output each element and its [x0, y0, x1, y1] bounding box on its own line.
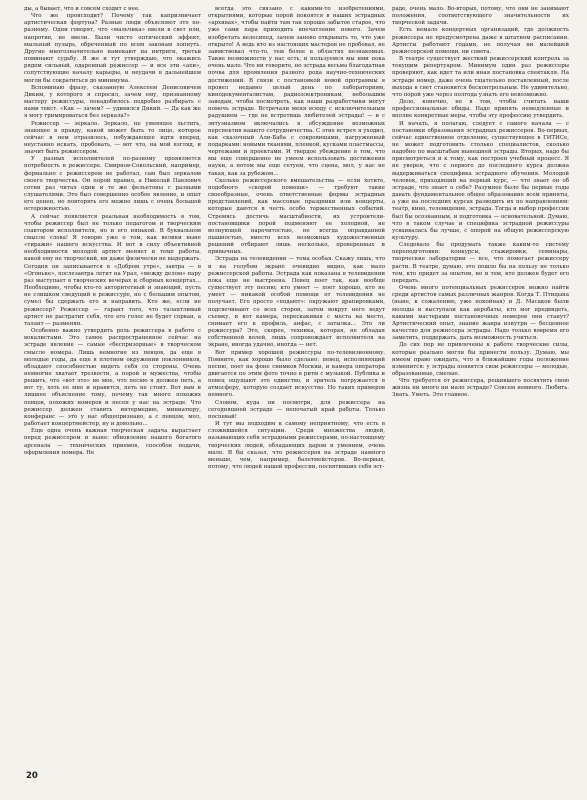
- paragraph: Дело, конечно, не в том, чтобы считать наши профессиональные обиды. Надо принять немедленные и вполне конкретные меры, чтобы эту профессию утвердить.: [392, 99, 569, 120]
- paragraph: В театре существует жесткий режиссерский контроль за текущим репертуаром. Минимум один раз режиссеры проверяют, как идет та или иная постановка спектакля. На эстраде номер, даже очень тщательно поставленный, после выхода в свет становится бесконтрольным. Не удивительно, что порой уже через полгода узнать его невозможно.: [392, 56, 569, 98]
- paragraph: ды, а бывает, что и совсем сходит с нее.: [24, 6, 140, 12]
- paragraph: И тут мы подходим к самому неприятному, что есть в сложившейся ситуации. Среди множества людей, называющих себя эстрадными режиссерами, по-настоящему творческих людей, обладающих даром и умением, очень мало. Я бы сказал, что режиссеров на эстраде намного меньше, чем, например, балетмейстеров. Во-первых, потому, что людей нашей профессии, посвятивших себя эст-: [208, 421, 385, 470]
- paragraph: Что требуется от режиссера, решившего посвятить свою жизнь ни много ни мало эстраде? Совсем немного. Любить. Знать. Уметь. Это главное.: [392, 378, 569, 399]
- paragraph: А сейчас появляется реальная необходимость в том, чтобы режиссер был не только педагогом и творческим соавтором исполнителя, но и его нянькой. В буквальном смысле слова! Я говорю уже о том, как велики ныне «тиражи» нашего искусства. И вот в силу объективной необходимости молодой артист меняет и темп работы, какой ему не творческий, ни даже физически не выдержать. Сегодня он записывается в «Добром утре», завтра — в «Огоньке», послезавтра летит на Урал, «между делом» пару раз выступает в творческих вечерах и сборных концертах… Необходимо, чтобы кто-то авторитетный и знающий, пусть не слишком сведущий в режиссуре, но с большим опытом, сумел бы сдержать его и направить. Кто же, если не режиссер? Режиссер — гарант того, что талантливый артист не растратит себя, что его голос не будет сорван, а талант — разменян.: [24, 213, 201, 327]
- paragraph: Эстрада на телевидении — тема особая. Скажу лишь, что и на голубом экране очевидно видно, как мало режиссерской работы. Эстрада как показана в телевидении пока еще не выстроена. Певец поет так, как вообще существует эту песню; кто умеет — поет хорошо, кто не умеет — никакой особой помощи от телевидения не получает. Его просто «подают»: окружают драпировками, подсвечивают со всех сторон, затем вокруг него ведут съемку, и вот камера, перескакивая с места на место, снимает его в профиль, анфас, с затылка… Это ли режиссура? Это, скорее, техника, которая, не обладая собственной волей, лишь сопровождает исполнителя на экране, иногда удачно, иногда — нет.: [208, 256, 385, 349]
- paragraph: Особенно важно утвердить роль режиссера в работе с вокалистами. Это самое распространенное сейчас на эстраде явление — самые «беспризорные» в творческом смысле номера. Лишь немногие из певцов, да еще в молодые годы, да еще в плотном окружении поклонников, обладают способностью видеть себя со стороны. Очень немногие хватает трезвости, а порой и мужества, чтобы решить, что «вот это» не мое, что песню я должен петь, а вот ту, хоть ее мне и нравится, петь не стоит. Вот вам и лишнее объяснение тому, почему так много похожих певцов, похожих номеров и песен у нас на эстраде. Что режиссер должен ставить интермедию, миниатюру, конферанс — это у нас общепризнано, а с певцом, мол, работает концертмейстер, ну и довольно…: [24, 328, 201, 428]
- text-column-1: [24, 6, 201, 760]
- paragraph: всегда это связано с какими-то изобретениями, открытиями, которые порой покоятся в наших эстрадных «архивах», чтобы найти там так хорошо забытое старое, что уже сами пара приходить впечатление нового. Зачем изобретать велосипед, зачем заново открывать то, что уже открыто! А ведь кто из настоящих мастеров не пробовал, не заимствовал что-то, тем более в областях незнакомых. Такие возможности у нас есть, и пользуемся мы ими пока очень мало. Что ни говорите, но эстрада весьма благодатная почва для проявления разного рода научно-технических достижений. В связи с постановкой новой программы я провел недавно целый день по лабораториям, кинодокументалистам, радиоэлектроникам, небольшим заводам, чтобы посмотреть, как наши разработчики могут помочь эстраде. Встречали меня всюду с исключительным радушием — где не встретишь любителей эстрады! — и с энтузиазмом включались в обсуждение возможных перспектив нашего сотрудничества. С этих встреч я уходил, как сказочный Али-Баба с сокровищами, нагруженный подарками: новыми тканями, пленкой, кусками пластмассы, чертежами и проектами. И твердое убеждение в том, что мы еще совершенно не умеем использовать достижения науки, а потом мы еще сетуем, что сцена, мол, у нас не такая, как за рубежом…: [208, 6, 385, 177]
- text-column-2: [208, 6, 385, 760]
- paragraph: Режиссер — зеркало. Зеркало, не умеющее льстить, знающее в правду, какой может быть то лицо, которое сейчас в нем отразилось, побуждающее идти вперед, неустанно искать, пробовать, — вот что, на мой взгляд, и значит быть режиссером.: [24, 120, 201, 156]
- paragraph: И начать, я полагаю, следует с самого начала — с постановки образования эстрадных режиссеров. Во-первых, сейчас единственное отделение, существующее в ГИТИСе, не может подготовить столько специалистов, сколько надобно по масштабам нынешней эстрады. Вторых, надо бы присмотреться и к тому, как построен учебный процесс. Я не уверен, что с первого до последнего курса должна выдерживаться специфика эстрадного обучения. Молодой человек, приходящий на первый курс, — что знает он об эстраде, что знает о себе? Разумнее было бы первые годы давать фундаментальное общее образование всем приняты, а уже на последних курсах разводить их по направлениям: театр, кино, телевидение, эстрада. Тогда и выбор профессии был бы осознанным, и подготовка — основательной. Думаю, что в таком случае и специфика эстрадной режиссуры усваивалась бы лучше, с опорой на общую режиссерскую культуру.: [392, 120, 569, 241]
- paragraph: раде, очень мало. Во-вторых, потому, что они не занимают положения, соответствующего значительности их творческой задачи.: [392, 6, 569, 27]
- text-columns: [24, 6, 569, 760]
- paragraph: Что же происходит? Почему так капризничает артистическая фортуна? Разные люди объясняют это по-разному. Одни говорят, что «мальчика» ввели в свет или, напротив, не ввели. Были чисто оптический эффект, мыльный пузырь, обреченный по всем законам лопнуть. Другие многозначительно намекают на интриги, третьи поминают судьбу. Я же и тут утверждаю, что окажись рядом сильный, одаренный режиссер — и все эти «ахи», сопутствующие началу карьеры, и неудачи в дальнейшем могли бы сократиться до минимума.: [24, 13, 201, 84]
- paragraph: Вот пример хорошей режиссуры по-телевизионному. Помните, как хорошо было сделано: певец, исполняющий песню, поет на фоне снимков Москвы, и камера оператора двигается по этим фото точно в ритм с музыкой. Публика и певец ощущают это единство, и зритель погружается в атмосферу, которую создает искусство. Но таких примеров немного.: [208, 349, 385, 399]
- paragraph: До сих пор не привлечены к работе творческие силы, которые реально могли бы принести пользу. Думаю, мы имеем право ожидать, что в ближайшие годы положение изменится: у эстрады появятся свои режиссеры — молодые, образованные, смелые.: [392, 342, 569, 377]
- paragraph: Еще одна очень важная творческая задача вырастает перед режиссером и ныне: обновление нашего богатого арсенала — технических приемов, способов подачи, оформления номера. Не: [24, 428, 201, 456]
- paragraph: Сколько режиссерского вмешательства — если хотите, подобного «скорой помощи» — требуют такие своеобразные, очень ответственные формы эстрадных представлений, как массовые праздники или концерты, которые даются в честь особо торжественных событий. Стремясь достичь масштабности, их устроители-постановщики порой подменяют ее холодной, не волнующей нарочитостью, не всегда оправданной пышностью, вместо всех возможных художественных решений отбирают лишь несколько, проверенных и привычных.: [208, 177, 385, 256]
- paragraph: Очень много потенциальных режиссеров можно найти среди артистов самых различных жанров. Когда Т. Птицына (ныне, к сожалению, уже покойная) и Д. Масаков были молоды и выступали как акробаты, кто мог предвидеть, какими мастерами постановочных номеров они станут? Артистический опыт, знание жанра изнутри — бесценное качество для режиссера эстрады. Надо только вовремя его заметить, поддержать, дать возможность учиться.: [392, 285, 569, 342]
- paragraph: У разных исполнителей по-разному проявляется потребность в режиссере. Смирнов-Сокольский, например, формально с режиссером не работал, сам был зеркалом своего творчества. Он порой правил, а Николай Павлович сотни раз читал одни и те же фельетоны с разными слушателями. Это был совершенно особое явление, и опыт его ценен, но повторять его можно лишь с очень большой осторожностью.: [24, 156, 201, 213]
- text-column-3: [392, 6, 569, 760]
- paragraph: Следовало бы продумать также каким-то систему переподготовки: конкурсы, стажировки, семинары, творческие лаборатории — все, что помогает режиссеру расти. В театре, думаю, это пошло бы на пользу не только тем, кто придет за опытом, но и тем, кто должен будет его передать.: [392, 242, 569, 284]
- paragraph: Вспоминаю фразу, сказанную Алексеем Денисовичем Диким, у которого я спросил, зачем ему, признанному мастеру режиссуры, понадобилось подробно разбирать с нами текст. «Как — зачем? — удивился Дикий. — Да как же я могу гримироваться без зеркала?»: [24, 84, 201, 120]
- page-number: 20: [26, 771, 38, 781]
- paragraph: Есть немало концертных организаций, где должность режиссера не предусмотрена даже в штатном расписании. Артисты работают годами, не получая ни малейшей режиссерской помощи, ни совета.: [392, 27, 569, 55]
- paragraph: Словом, куда ни посмотри, для режиссера на сегодняшней эстраде — непочатый край работы. Только поспевай!: [208, 399, 385, 420]
